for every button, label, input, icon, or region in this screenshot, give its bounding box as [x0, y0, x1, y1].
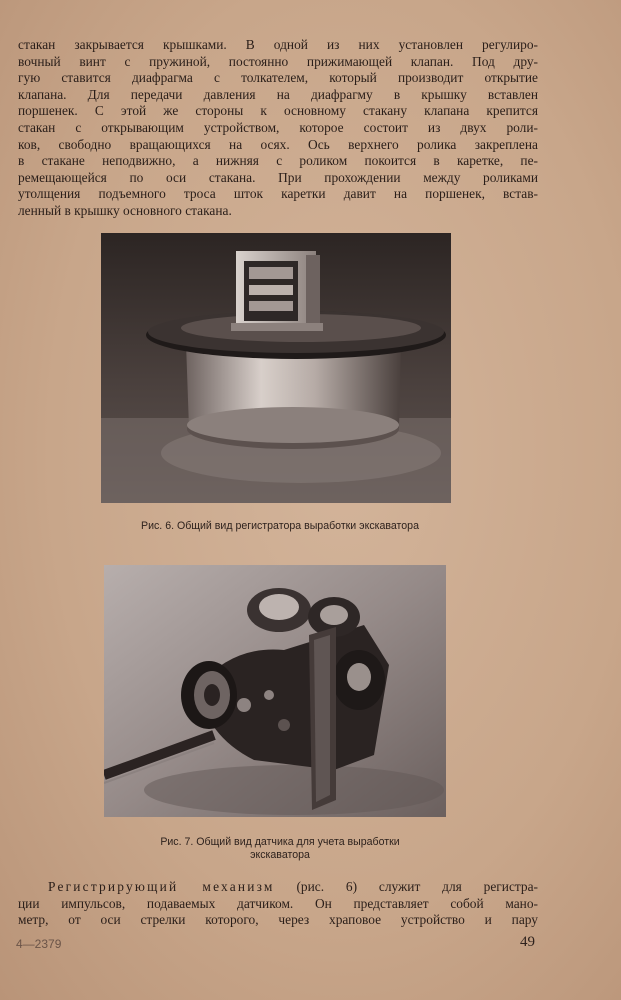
text-line: ков, свободно вращающихся на осях. Ось верхнего ролика закреплена	[18, 136, 538, 152]
text-line: клапана. Для передачи давления на диафрагму в крышку вставлен	[18, 86, 538, 102]
paragraph-1	[18, 37, 538, 220]
figure-6-caption: Рис. 6. Общий вид регистратора выработки экскаватора	[141, 520, 419, 532]
figure-7-photo	[104, 565, 446, 817]
text-line: утолщения подъемного троса шток каретки давит на поршенек, встав-	[18, 186, 538, 202]
text-line: ленный в крышку основного стакана.	[18, 202, 232, 218]
paragraph-2	[18, 879, 538, 929]
figure-7-caption	[60, 836, 500, 862]
page-number: 49	[520, 934, 535, 950]
text-line: вочный винт с пружиной, постоянно прижимающей клапан. Под дру-	[18, 53, 538, 69]
text-line: ремещающейся по оси стакана. При прохождении между роликами	[18, 169, 538, 185]
text-line	[18, 879, 538, 896]
text-line: поршенек. С этой же стороны к основному стакану клапана крепится	[18, 103, 538, 119]
sensor-illustration	[104, 565, 446, 817]
section-term: Регистрирующий механизм	[48, 879, 275, 894]
text-line: стакан закрывается крышками. В одной из них установлен регулиро-	[18, 37, 538, 52]
text-line: ции импульсов, подаваемых датчиком. Он представляет собой мано-	[18, 895, 538, 911]
text-line: в стакане неподвижно, а нижняя с роликом покоится в каретке, пе-	[18, 153, 538, 169]
text-line-rest: (рис. 6) служит для регистра-	[274, 879, 538, 894]
text-line: гую ставится диафрагма с толкателем, который производит открытие	[18, 70, 538, 86]
figure-7-caption-line1: Рис. 7. Общий вид датчика для учета выработки	[160, 836, 400, 848]
figure-7-caption-line2: экскаватора	[250, 849, 310, 861]
text-line: метр, от оси стрелки которого, через храповое устройство и пару	[18, 912, 538, 928]
signature-mark: 4—2379	[16, 937, 62, 951]
registrator-illustration	[101, 233, 451, 503]
figure-6-photo	[101, 233, 451, 503]
text-line: стакан с открывающим устройством, которое состоит из двух роли-	[18, 119, 538, 135]
